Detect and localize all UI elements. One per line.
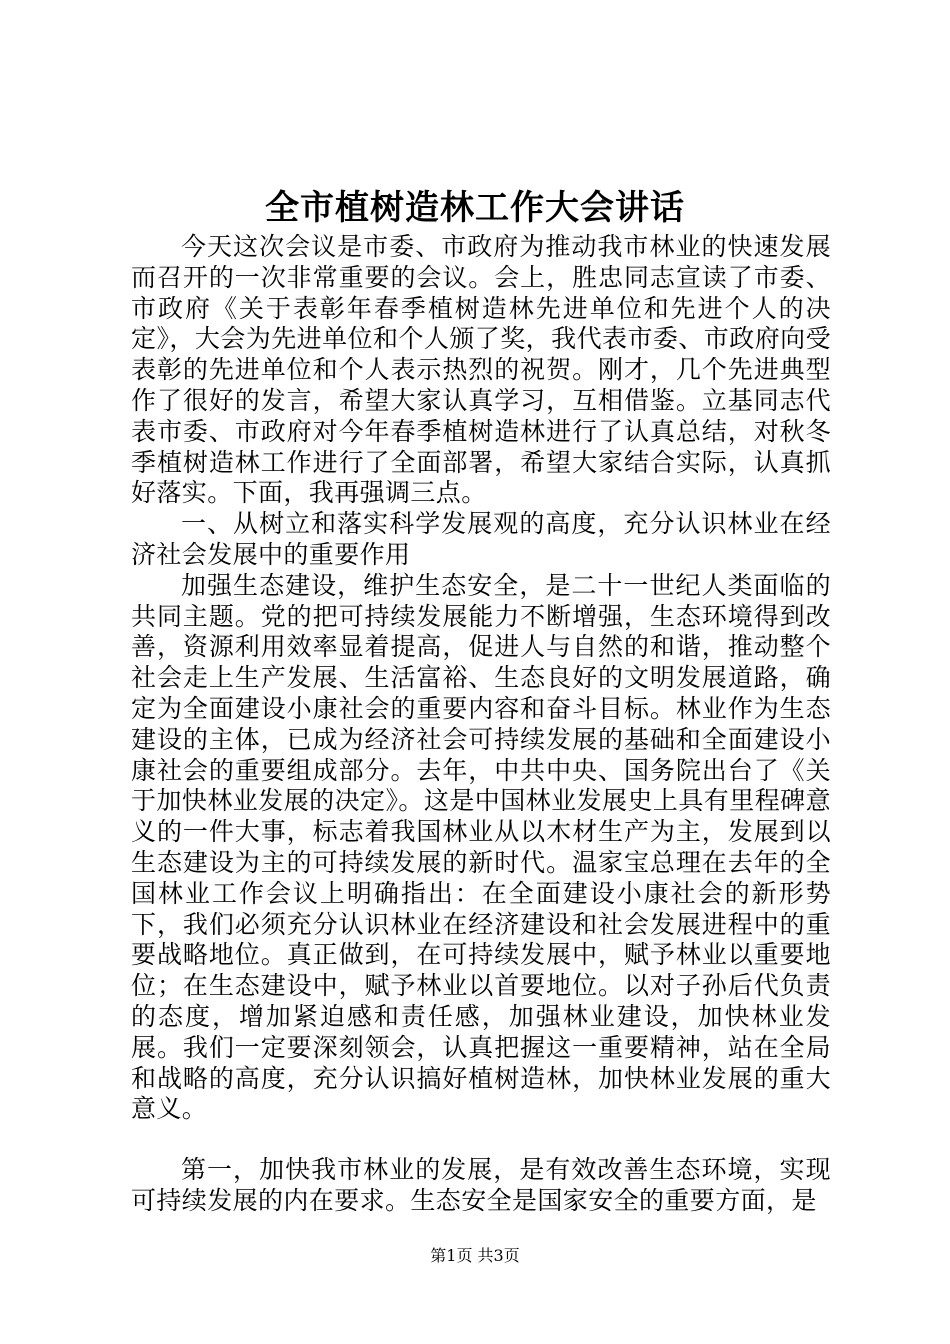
paragraph-intro: 今天这次会议是市委、市政府为推动我市林业的快速发展而召开的一次非常重要的会议。会上，胜忠同志宣读了市委、市政府《关于表彰年春季植树造林先进单位和先进个人的决定》，大会为先进单位和个人颁了奖，我代表市委、市政府向受表彰的先进单位和个人表示热烈的祝贺。刚才，几个先进典型作了很好的发言，希望大家认真学习，互相借鉴。立基同志代表市委、市政府对今年春季植树造林进行了认真总结，对秋冬季植树造林工作进行了全面部署，希望大家结合实际，认真抓好落实。下面，我再强调三点。 xyxy=(131,232,831,508)
paragraph-section-heading: 一、从树立和落实科学发展观的高度，充分认识林业在经济社会发展中的重要作用 xyxy=(131,509,831,569)
document-body xyxy=(131,232,831,1217)
document-title: 全市植树造林工作大会讲话 xyxy=(265,188,685,228)
page-number: 第1页 共3页 xyxy=(430,1246,520,1265)
paragraph-ecology: 加强生态建设，维护生态安全，是二十一世纪人类面临的共同主题。党的把可持续发展能力不断增强，生态环境得到改善，资源利用效率显着提高，促进人与自然的和谐，推动整个社会走上生产发展、生活富裕、生态良好的文明发展道路，确定为全面建设小康社会的重要内容和奋斗目标。林业作为生态建设的主体，已成为经济社会可持续发展的基础和全面建设小康社会的重要组成部分。去年，中共中央、国务院出台了《关于加快林业发展的决定》。这是中国林业发展史上具有里程碑意义的一件大事，标志着我国林业从以木材生产为主，发展到以生态建设为主的可持续发展的新时代。温家宝总理在去年的全国林业工作会议上明确指出：在全面建设小康社会的新形势下，我们必须充分认识林业在经济建设和社会发展进程中的重要战略地位。真正做到，在可持续发展中，赋予林业以重要地位；在生态建设中，赋予林业以首要地位。以对子孙后代负责的态度，增加紧迫感和责任感，加强林业建设，加快林业发展。我们一定要深刻领会，认真把握这一重要精神，站在全局和战略的高度，充分认识搞好植树造林，加快林业发展的重大意义。 xyxy=(131,570,831,1124)
paragraph-first-point: 第一，加快我市林业的发展，是有效改善生态环境，实现可持续发展的内在要求。生态安全是国家安全的重要方面，是 xyxy=(131,1155,831,1215)
